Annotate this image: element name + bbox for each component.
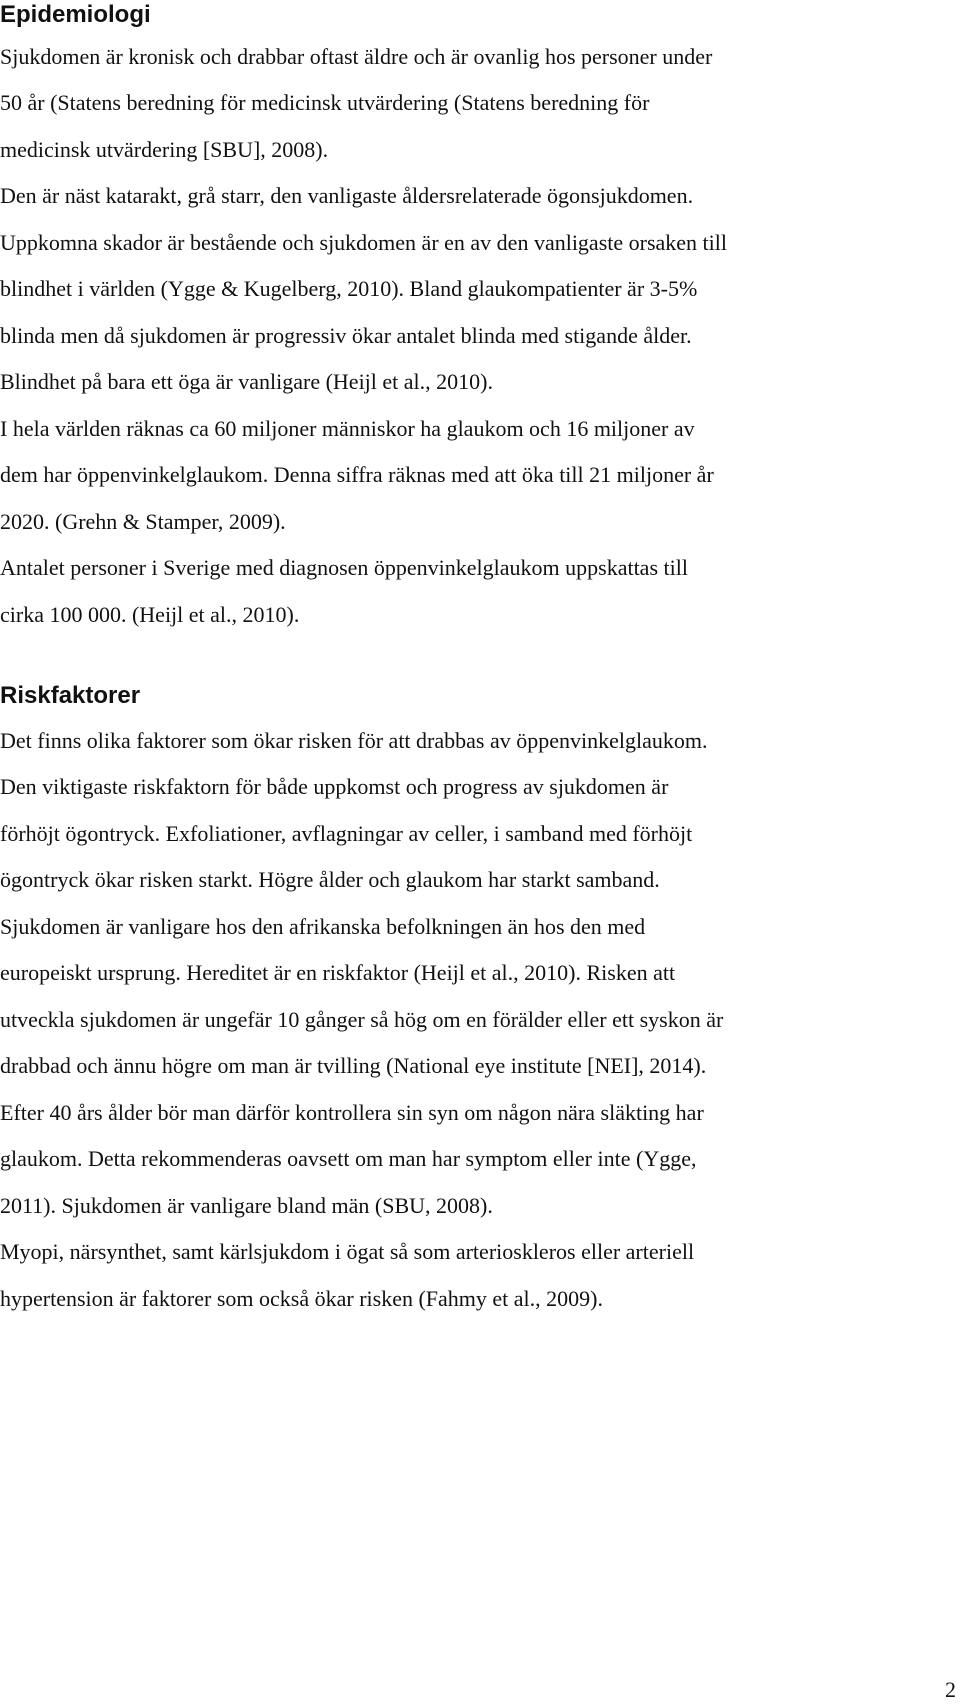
paragraph-line: förhöjt ögontryck. Exfoliationer, avflagningar av celler, i samband med förhöjt [0,821,693,846]
paragraph-line: europeiskt ursprung. Hereditet är en riskfaktor (Heijl et al., 2010). Risken att [0,960,676,985]
paragraph-line: medicinsk utvärdering [SBU], 2008). [0,137,329,162]
paragraph-line: Antalet personer i Sverige med diagnosen öppenvinkelglaukom uppskattas till [0,555,688,580]
paragraph-line: Den viktigaste riskfaktorn för både uppkomst och progress av sjukdomen är [0,774,669,799]
paragraph-line: blindhet i världen (Ygge & Kugelberg, 2010). Bland glaukompatienter är 3-5% [0,276,698,301]
paragraph-line: Den är näst katarakt, grå starr, den vanligaste åldersrelaterade ögonsjukdomen. [0,183,694,208]
paragraph-line: 2020. (Grehn & Stamper, 2009). [0,509,286,534]
paragraph-line: Efter 40 års ålder bör man därför kontrollera sin syn om någon nära släkting har [0,1100,704,1125]
section-heading-riskfaktorer: Riskfaktorer [0,682,141,709]
paragraph-line: dem har öppenvinkelglaukom. Denna siffra räknas med att öka till 21 miljoner år [0,462,714,487]
page-number: 2 [945,1677,956,1702]
paragraph-line: Det finns olika faktorer som ökar risken för att drabbas av öppenvinkelglaukom. [0,728,708,753]
paragraph-line: Uppkomna skador är bestående och sjukdomen är en av den vanligaste orsaken till [0,230,727,255]
paragraph-line: hypertension är faktorer som också ökar risken (Fahmy et al., 2009). [0,1286,603,1311]
paragraph-line: utveckla sjukdomen är ungefär 10 gånger så hög om en förälder eller ett syskon är [0,1007,724,1032]
paragraph-line: ögontryck ökar risken starkt. Högre ålder och glaukom har starkt samband. [0,867,660,892]
paragraph-line: Myopi, närsynthet, samt kärlsjukdom i ögat så som arterioskleros eller arteriell [0,1239,695,1264]
paragraph-line: Sjukdomen är vanligare hos den afrikanska befolkningen än hos den med [0,914,646,939]
section-heading-epidemiologi: Epidemiologi [0,1,151,28]
paragraph-line: glaukom. Detta rekommenderas oavsett om man har symptom eller inte (Ygge, [0,1146,697,1171]
paragraph-line: drabbad och ännu högre om man är tvilling (National eye institute [NEI], 2014). [0,1053,707,1078]
paragraph-line: blinda men då sjukdomen är progressiv ökar antalet blinda med stigande ålder. [0,323,692,348]
paragraph-line: 2011). Sjukdomen är vanligare bland män (SBU, 2008). [0,1193,493,1218]
paragraph-line: Blindhet på bara ett öga är vanligare (Heijl et al., 2010). [0,369,493,394]
paragraph-line: I hela världen räknas ca 60 miljoner människor ha glaukom och 16 miljoner av [0,416,695,441]
paragraph-line: cirka 100 000. (Heijl et al., 2010). [0,602,300,627]
paragraph-line: 50 år (Statens beredning för medicinsk utvärdering (Statens beredning för [0,90,650,115]
paragraph-line: Sjukdomen är kronisk och drabbar oftast äldre och är ovanlig hos personer under [0,44,713,69]
